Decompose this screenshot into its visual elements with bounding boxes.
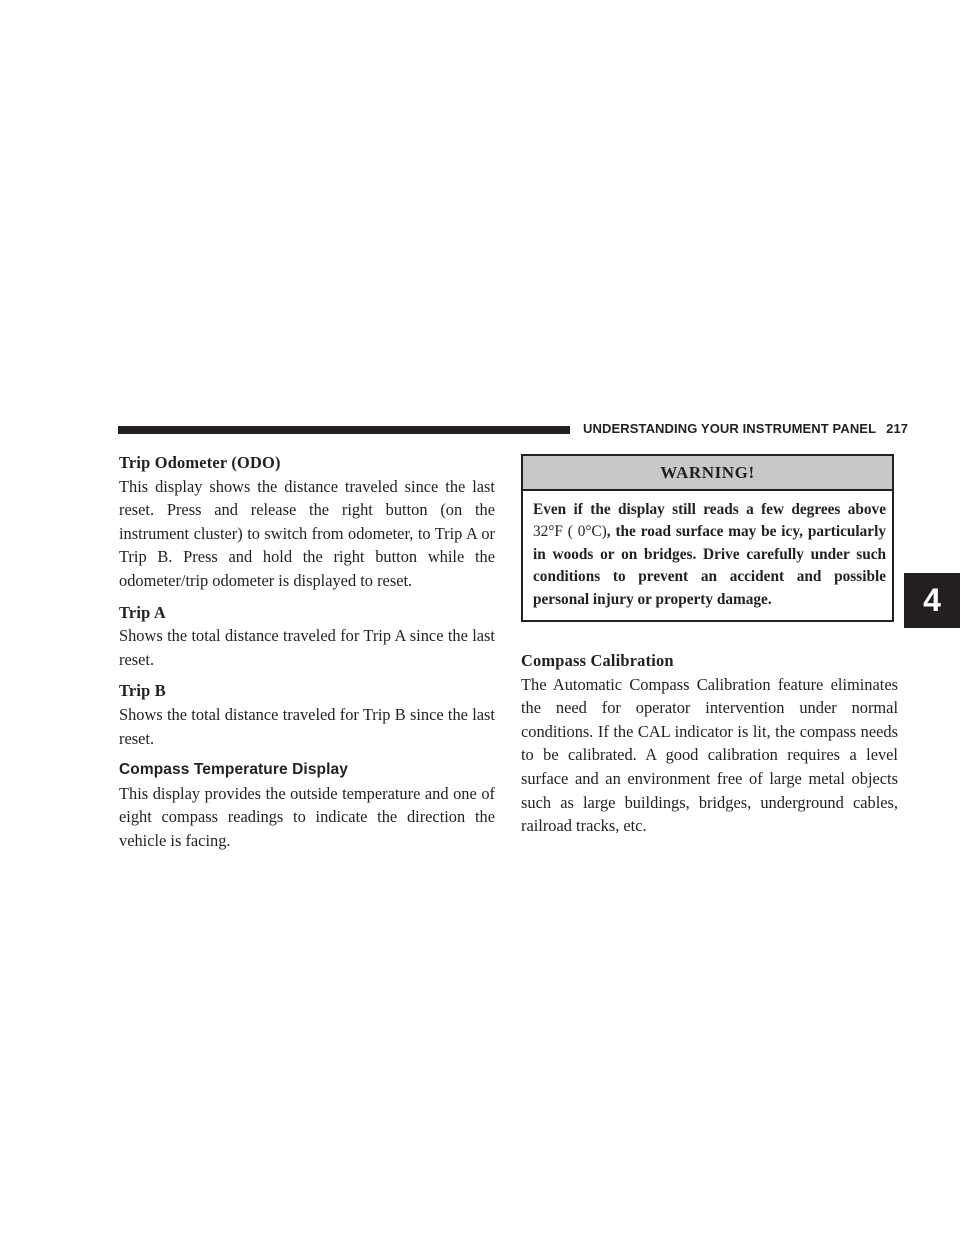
trip-odometer-heading: Trip Odometer (ODO)	[119, 453, 281, 472]
running-head	[583, 421, 908, 436]
page-number: 217	[886, 421, 909, 436]
trip-b-heading: Trip B	[119, 681, 166, 701]
compass-temperature-text: This display provides the outside temperature and one of eight compass readings to indicate the direction the vehicle is facing.	[119, 783, 495, 850]
compass-calibration-heading: Compass Calibration	[521, 651, 674, 671]
compass-calibration-text: The Automatic Compass Calibration feature eliminates the need for operator intervention under normal conditions. If the CAL indicator is lit, the compass needs to be calibrated. A good calibration requires a level surface and an environment free of large metal objects such as large buildings, bridges, underground cables, railroad tracks, etc.	[521, 674, 898, 836]
warning-text	[523, 491, 892, 620]
left-column	[119, 451, 495, 853]
warning-box	[521, 454, 894, 622]
warning-temperature: 32°F ( 0°C)	[533, 523, 607, 541]
trip-b-text: Shows the total distance traveled for Trip B since the last reset.	[119, 704, 495, 748]
chapter-tab: 4	[904, 573, 960, 628]
section-title: UNDERSTANDING YOUR INSTRUMENT PANEL	[583, 421, 877, 436]
warning-text-start: Even if the display still reads a few degrees above	[533, 501, 886, 518]
warning-text-end: , the road surface may be icy, particularly in woods or on bridges. Drive carefully under such conditions to prevent an accident and possible personal injury or property damage.	[533, 523, 886, 608]
trip-a-heading: Trip A	[119, 602, 166, 622]
header-rule	[118, 426, 570, 434]
warning-title: WARNING!	[523, 456, 892, 491]
right-column	[521, 451, 898, 838]
trip-odometer-text: This display shows the distance traveled since the last reset. Press and release the right button (on the instrument cluster) to switch from odometer, to Trip A or Trip B. Press and hold the right button while the odometer/trip odometer is displayed to reset.	[119, 476, 495, 590]
compass-temperature-heading: Compass Temperature Display	[119, 761, 348, 779]
trip-a-text: Shows the total distance traveled for Trip A since the last reset.	[119, 626, 495, 669]
